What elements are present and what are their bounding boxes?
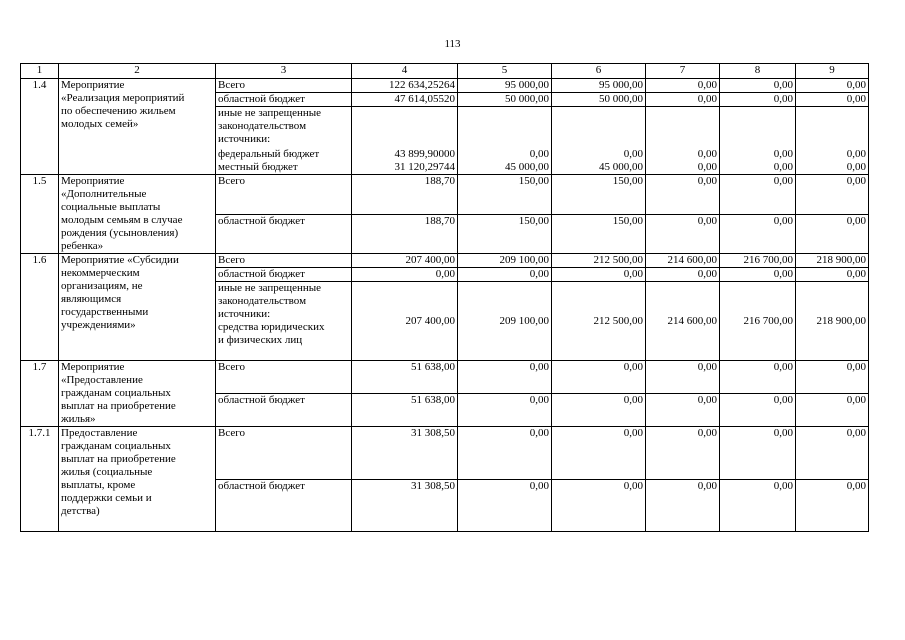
value-cell: 0,00: [796, 214, 869, 254]
value-cell: 214 600,00: [646, 282, 720, 361]
value-cell: 0,00 45 000,00: [458, 107, 552, 175]
value-cell: 0,00: [646, 427, 720, 480]
value-cell: 0,00: [458, 361, 552, 394]
value-cell: 212 500,00: [552, 254, 646, 268]
value-cell: 0,00: [552, 479, 646, 532]
row-1-7-1-vsego: [21, 427, 869, 480]
value-cell: 0,00: [796, 361, 869, 394]
value-cell: 0,00: [458, 479, 552, 532]
value-cell: 0,00 0,00: [646, 107, 720, 175]
value-cell: 0,00: [458, 268, 552, 282]
row-1-7-vsego: [21, 361, 869, 394]
value-cell: 188,70: [352, 214, 458, 254]
value-cell: 209 100,00: [458, 282, 552, 361]
value-cell: 0,00: [552, 268, 646, 282]
value-cell: 0,00: [458, 427, 552, 480]
value-cell: 0,00: [646, 268, 720, 282]
row-1-4-vsego: [21, 79, 869, 93]
header-col-4: 4: [352, 64, 458, 79]
source-label: иные не запрещенные законодательством источники: средства юридических и физических лиц: [216, 282, 352, 361]
value-cell: 31 308,50: [352, 479, 458, 532]
row-index: 1.5: [21, 175, 59, 254]
value-cell: 150,00: [458, 214, 552, 254]
measure-name: Мероприятие «Субсидии некоммерческим организациям, не являющимся государственными учреждениями»: [59, 254, 216, 361]
value-cell: 51 638,00: [352, 394, 458, 427]
value-cell: 0,00: [552, 394, 646, 427]
value-cell: 0,00: [796, 427, 869, 480]
value-cell: 0,00: [352, 268, 458, 282]
header-row: [21, 64, 869, 79]
header-col-3: 3: [216, 64, 352, 79]
value-cell: 0,00: [796, 479, 869, 532]
row-index: 1.4: [21, 79, 59, 175]
value-cell: 216 700,00: [720, 254, 796, 268]
value-cell: 31 308,50: [352, 427, 458, 480]
value-cell: 0,00 45 000,00: [552, 107, 646, 175]
value-cell: 0,00: [720, 268, 796, 282]
source-label: Всего: [216, 361, 352, 394]
value-cell: 0,00: [720, 175, 796, 215]
header-col-9: 9: [796, 64, 869, 79]
value-cell: 0,00: [552, 361, 646, 394]
value-cell: 0,00: [646, 394, 720, 427]
value-cell: 0,00: [720, 427, 796, 480]
value-cell: 150,00: [552, 175, 646, 215]
budget-table: [20, 63, 869, 532]
header-col-7: 7: [646, 64, 720, 79]
measure-name: Предоставление гражданам социальных выплат на приобретение жилья (социальные выплаты, кроме поддержки семьи и детства): [59, 427, 216, 532]
value-cell: 0,00: [796, 79, 869, 93]
value-cell: 0,00: [646, 93, 720, 107]
source-label: областной бюджет: [216, 479, 352, 532]
value-cell: 216 700,00: [720, 282, 796, 361]
value-cell: 50 000,00: [458, 93, 552, 107]
value-cell: 0,00: [796, 268, 869, 282]
source-label: Всего: [216, 79, 352, 93]
source-label: областной бюджет: [216, 394, 352, 427]
row-index: 1.7.1: [21, 427, 59, 532]
value-cell: 150,00: [458, 175, 552, 215]
value-cell: 47 614,05520: [352, 93, 458, 107]
source-label: иные не запрещенные законодательством источники: федеральный бюджет местный бюджет: [216, 107, 352, 175]
value-cell: 0,00: [646, 479, 720, 532]
value-cell: 188,70: [352, 175, 458, 215]
header-col-5: 5: [458, 64, 552, 79]
source-label: Всего: [216, 254, 352, 268]
source-label: Всего: [216, 427, 352, 480]
value-cell: 207 400,00: [352, 282, 458, 361]
value-cell: 218 900,00: [796, 254, 869, 268]
value-cell: 0,00: [720, 79, 796, 93]
value-cell: 0,00: [720, 479, 796, 532]
value-cell: 0,00: [796, 394, 869, 427]
value-cell: 95 000,00: [552, 79, 646, 93]
value-cell: 0,00: [796, 175, 869, 215]
value-cell: 214 600,00: [646, 254, 720, 268]
source-label: областной бюджет: [216, 93, 352, 107]
row-index: 1.6: [21, 254, 59, 361]
source-label: областной бюджет: [216, 268, 352, 282]
measure-name: Мероприятие «Реализация мероприятий по обеспечению жильем молодых семей»: [59, 79, 216, 175]
value-cell: 0,00: [552, 427, 646, 480]
measure-name: Мероприятие «Предоставление гражданам социальных выплат на приобретение жилья»: [59, 361, 216, 427]
header-col-8: 8: [720, 64, 796, 79]
value-cell: 0,00 0,00: [796, 107, 869, 175]
row-1-6-vsego: [21, 254, 869, 268]
value-cell: 207 400,00: [352, 254, 458, 268]
value-cell: 212 500,00: [552, 282, 646, 361]
value-cell: 218 900,00: [796, 282, 869, 361]
value-cell: 0,00: [646, 214, 720, 254]
value-cell: 43 899,90000 31 120,29744: [352, 107, 458, 175]
row-index: 1.7: [21, 361, 59, 427]
source-label: Всего: [216, 175, 352, 215]
header-col-2: 2: [59, 64, 216, 79]
value-cell: 0,00: [720, 214, 796, 254]
value-cell: 0,00: [646, 175, 720, 215]
value-cell: 150,00: [552, 214, 646, 254]
value-cell: 122 634,25264: [352, 79, 458, 93]
measure-name: Мероприятие «Дополнительные социальные выплаты молодым семьям в случае рождения (усыновления) ребенка»: [59, 175, 216, 254]
value-cell: 51 638,00: [352, 361, 458, 394]
value-cell: 0,00: [646, 361, 720, 394]
page-number: 113: [444, 38, 461, 50]
value-cell: 0,00: [720, 394, 796, 427]
row-1-5-vsego: [21, 175, 869, 215]
header-col-1: 1: [21, 64, 59, 79]
value-cell: 0,00: [796, 93, 869, 107]
header-col-6: 6: [552, 64, 646, 79]
value-cell: 0,00: [720, 93, 796, 107]
value-cell: 95 000,00: [458, 79, 552, 93]
value-cell: 209 100,00: [458, 254, 552, 268]
value-cell: 0,00 0,00: [720, 107, 796, 175]
value-cell: 0,00: [646, 79, 720, 93]
source-label: областной бюджет: [216, 214, 352, 254]
value-cell: 0,00: [458, 394, 552, 427]
value-cell: 0,00: [720, 361, 796, 394]
value-cell: 50 000,00: [552, 93, 646, 107]
